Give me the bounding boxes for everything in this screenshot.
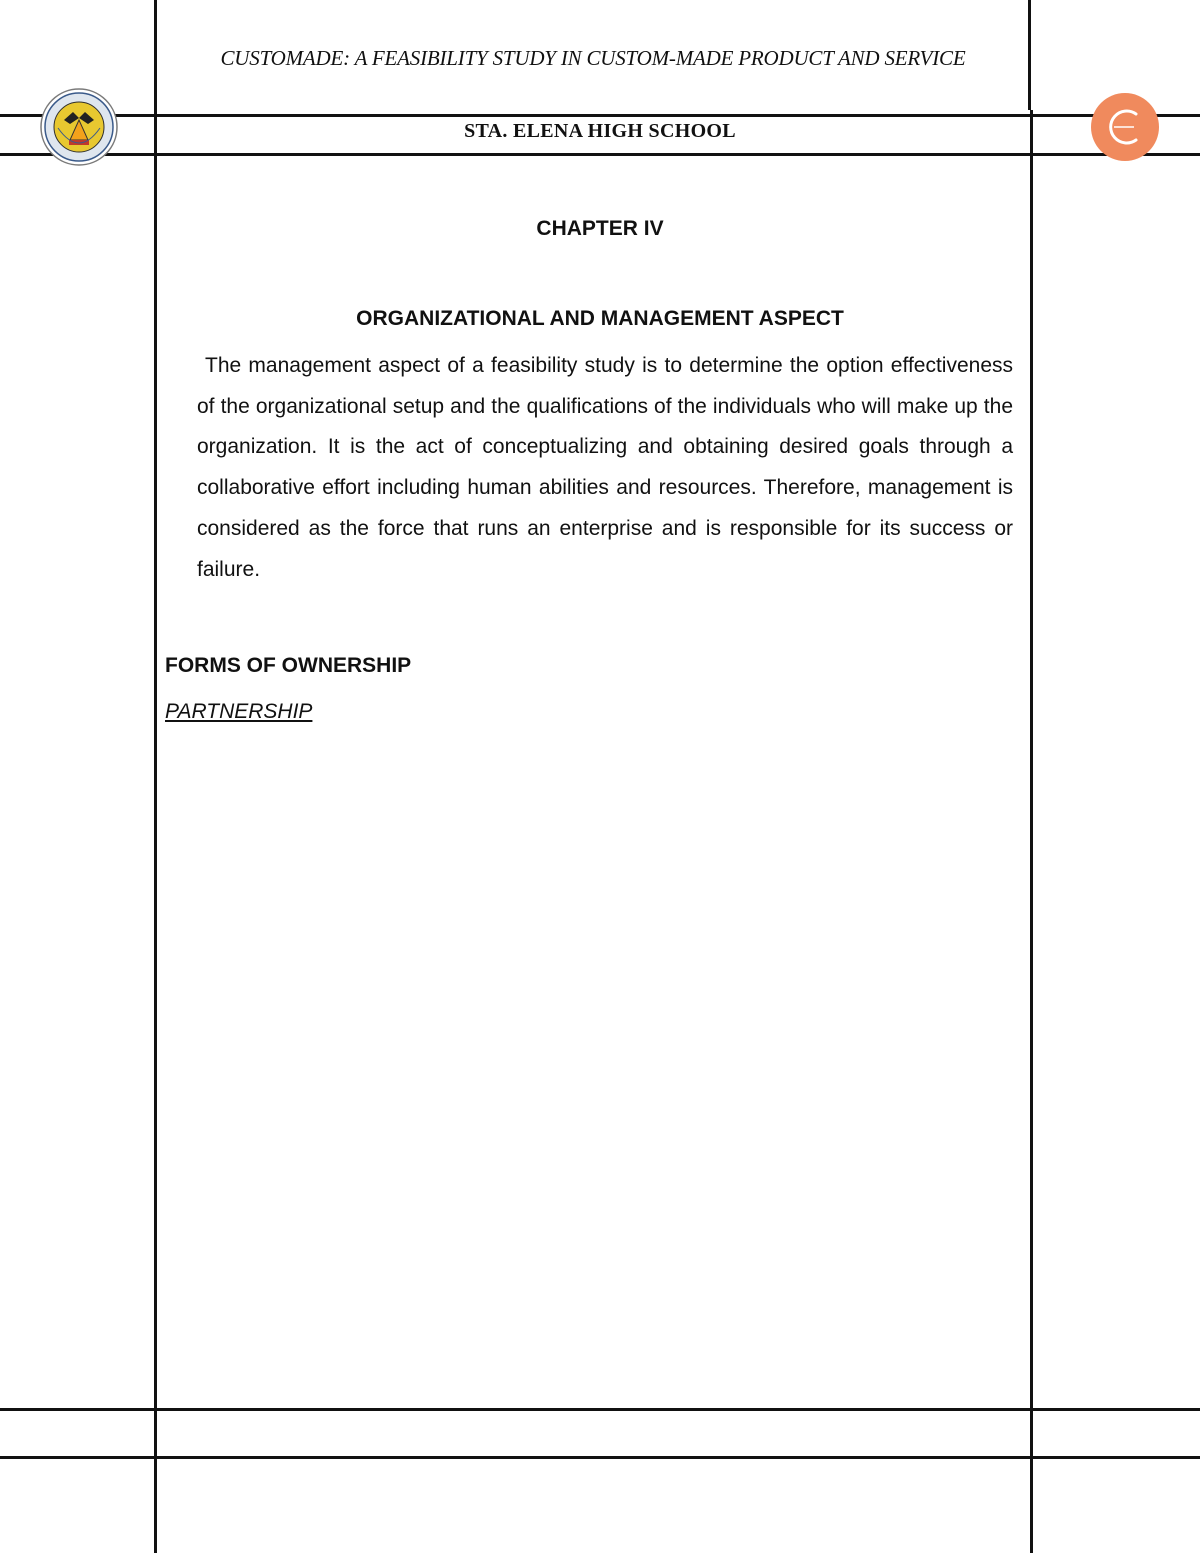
footer-bottom-rule <box>0 1456 1200 1459</box>
section-title: ORGANIZATIONAL AND MANAGEMENT ASPECT <box>356 307 844 330</box>
header-top-rule <box>0 114 1200 117</box>
ownership-heading: FORMS OF OWNERSHIP <box>165 654 412 677</box>
customade-logo-icon <box>1090 92 1160 162</box>
body-paragraph: The management aspect of a feasibility study is to determine the option effectiveness of the organizational setup and the qualifications of the individuals who will make up the organization. It is the act of conceptualizing and obtaining desired goals through a collaborative effort including human abilities and resources. Therefore, management is considered as the force that runs an enterprise and is responsible for its success or failure. <box>197 354 1013 581</box>
document-header-title: CUSTOMADE: A FEASIBILITY STUDY IN CUSTOM-MADE PRODUCT AND SERVICE <box>220 46 966 70</box>
chapter-label: CHAPTER IV <box>536 217 664 240</box>
ownership-type: PARTNERSHIP <box>165 700 313 723</box>
header-bottom-rule <box>0 153 1200 156</box>
footer-top-rule <box>0 1408 1200 1411</box>
left-border-line <box>154 0 157 1553</box>
school-seal-icon <box>40 88 118 166</box>
right-border-line-upper <box>1028 0 1031 110</box>
school-name: STA. ELENA HIGH SCHOOL <box>464 120 736 142</box>
